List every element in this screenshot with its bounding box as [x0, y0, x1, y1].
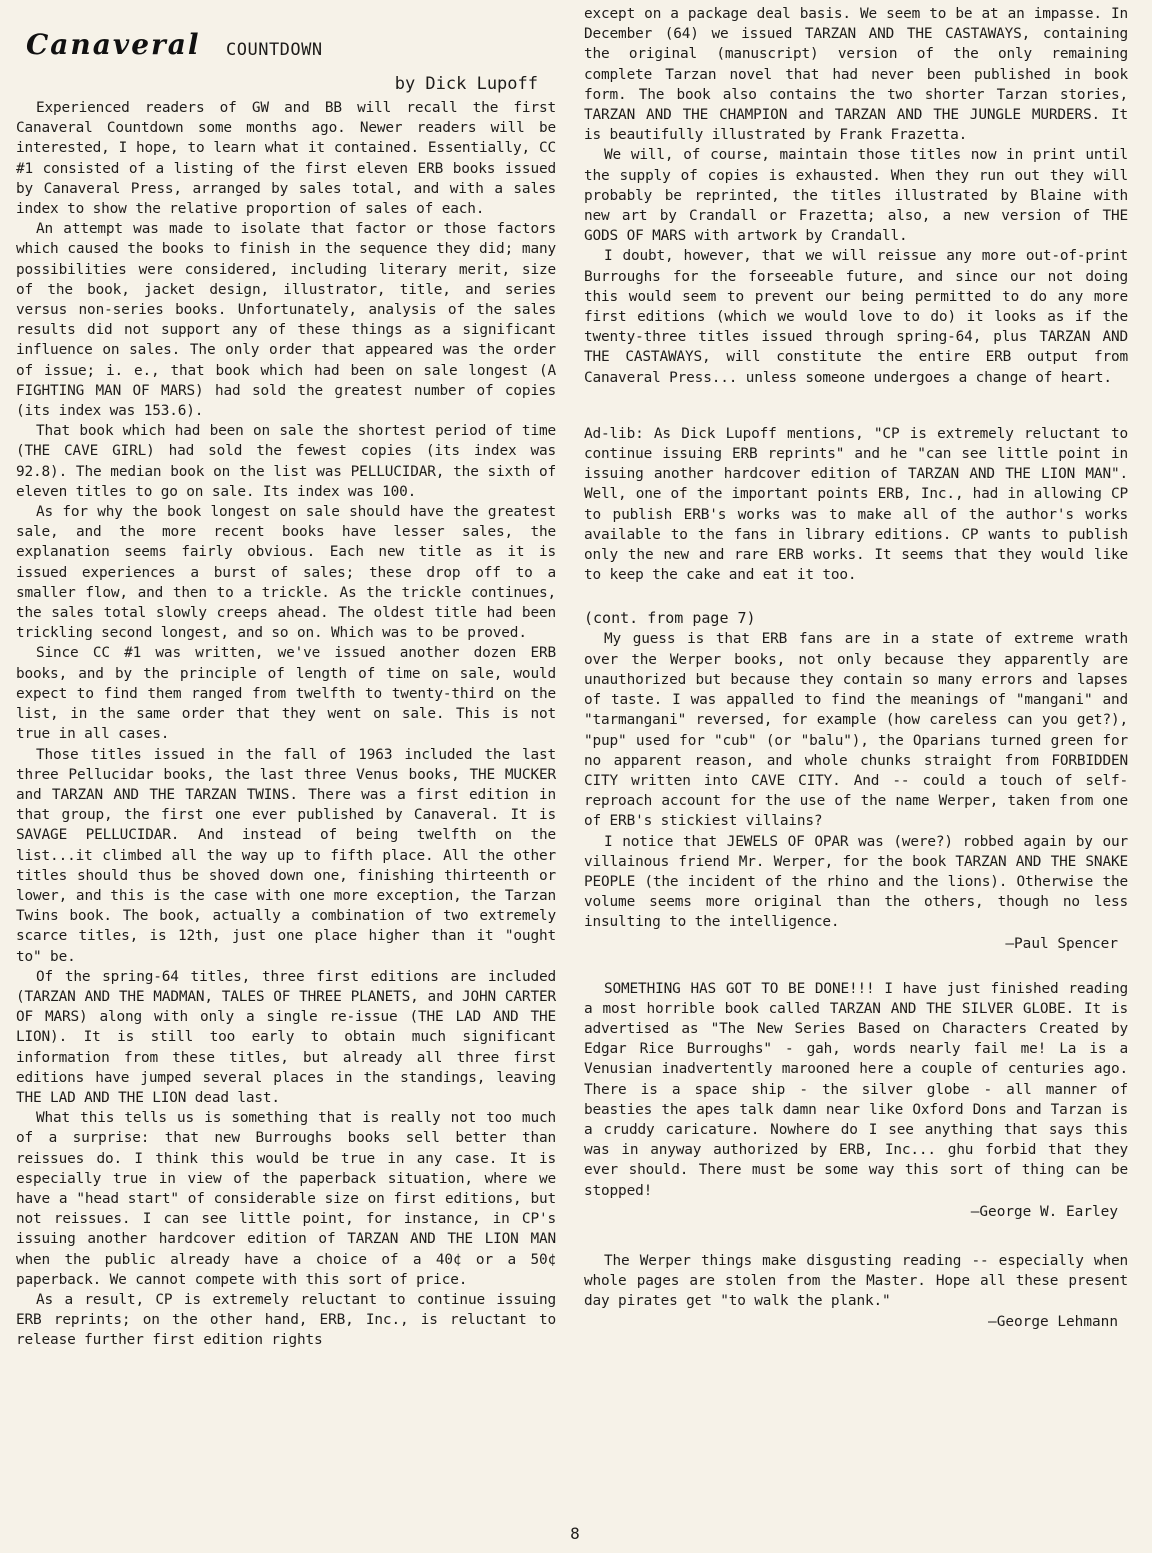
article-paragraph: I doubt, however, that we will reissue any more out-of-print Burroughs for the forseeable future, and since our not doing this would seem to prevent our being permitted to do any more first editions (which we would love to do) it looks as if the twenty-three titles issued through spring-64, plus TARZAN AND THE CASTAWAYS, will constitute the entire ERB output from Canaveral Press... unless someone undergoes a change of heart. — [584, 248, 1128, 386]
article-title: COUNTDOWN — [226, 40, 323, 60]
article-paragraph: Experienced readers of GW and BB will recall the first Canaveral Countdown some months ago. Newer readers will be interested, I hope, to learn what it contained. Essentially, CC #1 consisted of a listing of the first eleven ERB books issued by Canaveral Press, arranged by sales total, and with a sales index to show the relative proportion of sales of each. — [16, 100, 556, 218]
article-title-logo: Canaveral — [26, 28, 201, 61]
article-paragraph: Those titles issued in the fall of 1963 included the last three Pellucidar books, the last three Venus books, THE MUCKER and TARZAN AND THE TARZAN TWINS. There was a first edition in that group, the first one ever published by Canaveral. It is SAVAGE PELLUCIDAR. And instead of being twelfth on the list...it climbed all the way up to fifth place. All the other titles should thus be shoved down one, finishing thirteenth or lower, and this is the case with one more exception, the Tarzan Twins book. The book, actually a combination of two extremely scarce titles, is 12th, just one place higher than it "ought to" be. — [16, 746, 556, 965]
letter-paragraph: I notice that JEWELS OF OPAR was (were?) robbed again by our villainous friend Mr. Werper, for the book TARZAN AND THE SNAKE PEOPLE (the incident of the rhino and the lions). Otherwise the volume seems more original than the others, though no less insulting to the intelligence. — [584, 833, 1128, 931]
left-column — [16, 26, 556, 1351]
article-paragraph: We will, of course, maintain those titles now in print until the supply of copies is exhausted. When they run out they will probably be reprinted, the titles illustrated by Blaine with new art by Crandall or Frazetta; also, a new version of THE GODS OF MARS with artwork by Crandall. — [584, 147, 1128, 245]
letter-signature: —George W. Earley — [970, 1203, 1118, 1220]
article-paragraph: As for why the book longest on sale should have the greatest sale, and the more recent books have lesser sales, the explanation seems fairly obvious. Each new title as it is issued experiences a burst of sales; these drop off to a smaller flow, and then to a trickle. As the trickle continues, the sales total slowly creeps ahead. The oldest title had been trickling second longest, and so on. Which was to be proved. — [16, 504, 556, 642]
article-paragraph: Since CC #1 was written, we've issued another dozen ERB books, and by the principle of length of time on sale, would expect to find them ranged from twelfth to twenty-third on the list, in the same order that they went on sale. This is not true in all cases. — [16, 645, 556, 743]
letter-signature: —Paul Spencer — [1005, 935, 1118, 952]
letter-paragraph: SOMETHING HAS GOT TO BE DONE!!! I have just finished reading a most horrible book called TARZAN AND THE SILVER GLOBE. It is advertised as "The New Series Based on Characters Created by Edgar Rice Burroughs" - gah, words nearly fail me! La is a Venusian inadvertently marooned here a couple of centuries ago. There is a space ship - the silver globe - all manner of beasties the apes talk damn near like Oxford Dons and Tarzan is a cruddy caricature. Nowhere do I see anything that says this was in anyway authorized by ERB, Inc... ghu forbid that they ever should. There must be some way this sort of thing can be stopped! — [584, 980, 1128, 1199]
article-paragraph: Of the spring-64 titles, three first editions are included (TARZAN AND THE MADMAN, TALES OF THREE PLANETS, and JOHN CARTER OF MARS) along with only a single re-issue (THE LAD AND THE LION). It is still too early to obtain much significant information from these titles, but already all three first editions have jumped several places in the standings, leaving THE LAD AND THE LION dead last. — [16, 968, 556, 1106]
letter-paragraph: The Werper things make disgusting reading -- especially when whole pages are stolen from the Master. Hope all these present day pirates get "to walk the plank." — [584, 1252, 1128, 1310]
article-header — [16, 26, 556, 66]
article-paragraph: except on a package deal basis. We seem to be at an impasse. In December (64) we issued TARZAN AND THE CASTAWAYS, containing the original (manuscript) version of the only remaining complete Tarzan novel that had never been published in book form. The book also contains the two shorter Tarzan stories, TARZAN AND THE CHAMPION and TARZAN AND THE JUNGLE MURDERS. It is beautifully illustrated by Frank Frazetta. — [584, 6, 1128, 144]
article-paragraph: That book which had been on sale the shortest period of time (THE CAVE GIRL) had sold the fewest copies (its index was 92.8). The median book on the list was PELLUCIDAR, the sixth of eleven titles to go on sale. Its index was 100. — [16, 423, 556, 500]
letter-paragraph: My guess is that ERB fans are in a state of extreme wrath over the Werper books, not only because they apparently are unauthorized but because they contain so many errors and lapses of taste. I was appalled to find the meanings of "mangani" and "tarmangani" reversed, for example (how careless can you get?), "pup" used for "cub" (or "balu"), the Oparians turned green for no apparent reason, and whole chunks straight from FORBIDDEN CITY written into CAVE CITY. And -- could a touch of self-reproach account for the use of the name Werper, taken from one of ERB's stickiest villains? — [584, 631, 1128, 830]
article-paragraph: What this tells us is something that is really not too much of a surprise: that new Burroughs books sell better than reissues do. I think this would be true in any case. It is especially true in view of the paperback situation, where we have a "head start" of considerable size on first editions, but not reissues. I can see little point, for instance, in CP's issuing another hardcover edition of TARZAN AND THE LION MAN when the public already have a choice of a 40¢ or a 50¢ paperback. We cannot compete with this sort of price. — [16, 1110, 556, 1288]
page-number: 8 — [570, 1524, 580, 1543]
right-column — [584, 4, 1128, 1333]
continued-heading: (cont. from page 7) — [584, 609, 756, 628]
adlib-paragraph: Ad-lib: As Dick Lupoff mentions, "CP is extremely reluctant to continue issuing ERB reprints" and he "can see little point in issuing another hardcover edition of TARZAN AND THE LION MAN". Well, one of the important points ERB, Inc., had in allowing CP to publish ERB's works was to make all of the author's works available to the fans in library editions. CP wants to publish only the new and rare ERB works. It seems that they would like to keep the cake and eat it too. — [584, 425, 1128, 584]
letter-signature: —George Lehmann — [988, 1314, 1118, 1331]
article-paragraph: An attempt was made to isolate that factor or those factors which caused the books to finish in the sequence they did; many possibilities were considered, including literary merit, size of the book, jacket design, illustrator, title, and series versus non-series books. Unfortunately, analysis of the sales results did not support any of these things as a significant influence on sales. The only order that appeared was the order of issue; i. e., that book which had been on sale longest (A FIGHTING MAN OF MARS) had sold the greatest number of copies (its index was 153.6). — [16, 221, 556, 420]
article-paragraph: As a result, CP is extremely reluctant to continue issuing ERB reprints; on the other hand, ERB, Inc., is reluctant to release further first edition rights — [16, 1291, 556, 1349]
byline: by Dick Lupoff — [394, 74, 538, 94]
